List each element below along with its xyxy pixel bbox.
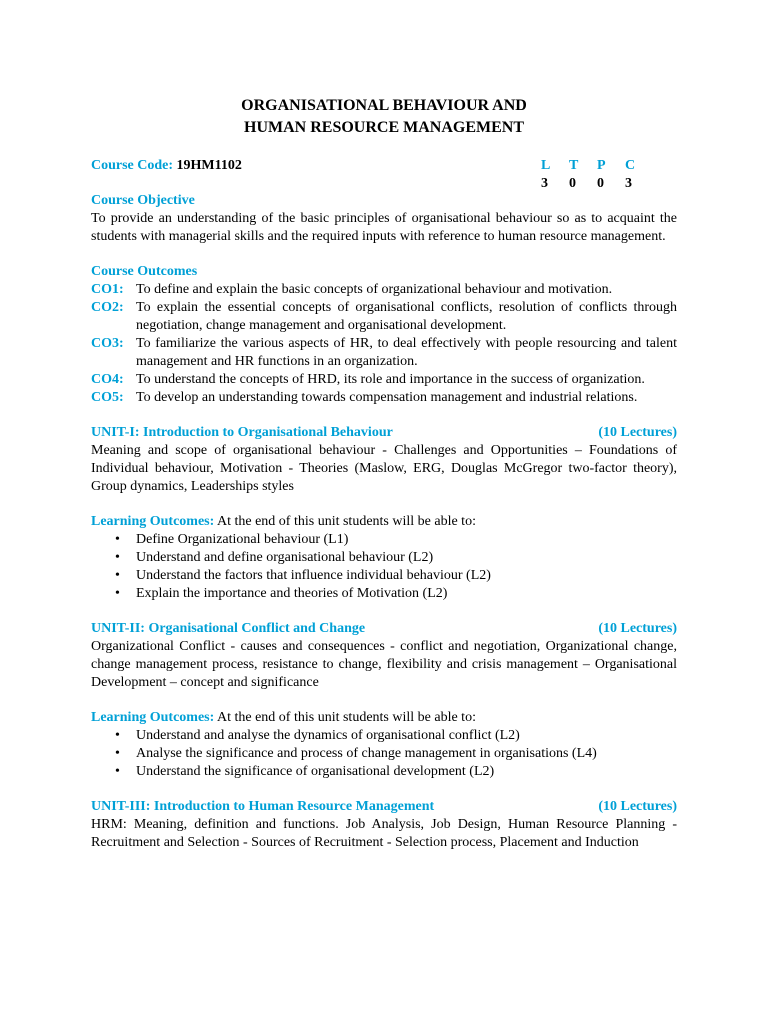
unit-title: UNIT-I: Introduction to Organisational Behaviour xyxy=(91,425,393,440)
unit-lectures: (10 Lectures) xyxy=(598,799,677,814)
unit-description: HRM: Meaning, definition and functions. Job Analysis, Job Design, Human Resource Planning - Recruitment and Selection - Sources of Recruitment - Selection process, Placement and Induction xyxy=(91,817,677,850)
unit-description: Organizational Conflict - causes and consequences - conflict and negotiation, Organizational change, change management process, resistance to change, flexibility and crisis management – Organisational Development – concept and significance xyxy=(91,639,677,690)
course-title-line1: ORGANISATIONAL BEHAVIOUR AND xyxy=(241,97,527,114)
learning-outcomes-intro xyxy=(91,513,677,531)
unit-2-heading xyxy=(91,620,677,638)
course-outcome-item xyxy=(91,281,677,299)
list-item-text: Understand the factors that influence individual behaviour (L2) xyxy=(136,568,491,583)
learning-outcomes-list xyxy=(91,727,677,781)
course-outcome-item xyxy=(91,335,677,371)
list-item xyxy=(91,549,677,567)
course-outcome-text: To familiarize the various aspects of HR, to deal effectively with people resourcing and talent management and HR functions in an organization. xyxy=(136,336,677,369)
unit-lectures: (10 Lectures) xyxy=(598,425,677,440)
course-outcome-label: CO3: xyxy=(91,336,124,351)
course-outcome-text: To define and explain the basic concepts of organizational behaviour and motivation. xyxy=(136,282,613,297)
list-item xyxy=(91,585,677,603)
unit-description: Meaning and scope of organisational behaviour - Challenges and Opportunities – Foundations of Individual behaviour, Motivation - Theories (Maslow, ERG, Douglas McGregor two-factor theory), Group dynamics, Leaderships styles xyxy=(91,443,677,494)
unit-lectures: (10 Lectures) xyxy=(598,621,677,636)
learning-outcomes-label: Learning Outcomes: xyxy=(91,710,215,725)
course-outcome-text: To develop an understanding towards compensation management and industrial relations. xyxy=(136,390,638,405)
course-outcome-item xyxy=(91,371,677,389)
ltpc-header-c: C xyxy=(625,158,636,173)
ltpc-header-p: P xyxy=(597,158,606,173)
learning-outcomes-text: At the end of this unit students will be able to: xyxy=(214,710,476,725)
course-body xyxy=(91,192,677,852)
bullet-icon: • xyxy=(115,746,120,761)
course-outcome-label: CO5: xyxy=(91,390,124,405)
ltpc-header-t: T xyxy=(569,158,579,173)
course-outcome-item xyxy=(91,389,677,407)
ltpc-value-c: 3 xyxy=(625,176,632,191)
unit-1-heading xyxy=(91,424,677,442)
list-item-text: Understand the significance of organisational development (L2) xyxy=(136,764,495,779)
course-code-value: 19HM1102 xyxy=(176,158,242,173)
bullet-icon: • xyxy=(115,728,120,743)
outcomes-heading: Course Outcomes xyxy=(91,264,198,279)
learning-outcomes-text: At the end of this unit students will be able to: xyxy=(214,514,476,529)
bullet-icon: • xyxy=(115,532,120,547)
learning-outcomes-list xyxy=(91,531,677,603)
learning-outcomes-label: Learning Outcomes: xyxy=(91,514,215,529)
course-code xyxy=(91,157,242,175)
ltpc-value-p: 0 xyxy=(597,176,604,191)
list-item-text: Analyse the significance and process of change management in organisations (L4) xyxy=(136,746,597,761)
course-code-label: Course Code: xyxy=(91,158,174,173)
list-item xyxy=(91,727,677,745)
objective-heading: Course Objective xyxy=(91,193,195,208)
bullet-icon: • xyxy=(115,764,120,779)
course-outcome-label: CO1: xyxy=(91,282,124,297)
bullet-icon: • xyxy=(115,568,120,583)
list-item-text: Understand and define organisational behaviour (L2) xyxy=(136,550,434,565)
list-item-text: Understand and analyse the dynamics of organisational conflict (L2) xyxy=(136,728,520,743)
list-item xyxy=(91,567,677,585)
bullet-icon: • xyxy=(115,550,120,565)
course-outcome-label: CO4: xyxy=(91,372,124,387)
list-item xyxy=(91,531,677,549)
learning-outcomes-intro xyxy=(91,709,677,727)
ltpc-header-l: L xyxy=(541,158,551,173)
list-item-text: Define Organizational behaviour (L1) xyxy=(136,532,349,547)
unit-title: UNIT-III: Introduction to Human Resource Management xyxy=(91,799,435,814)
ltpc-values xyxy=(541,175,653,193)
list-item xyxy=(91,763,677,781)
course-outcome-text: To explain the essential concepts of organisational conflicts, resolution of conflicts through negotiation, change management and organisational development. xyxy=(136,300,677,333)
course-title-line2: HUMAN RESOURCE MANAGEMENT xyxy=(244,119,524,136)
course-outcome-text: To understand the concepts of HRD, its role and importance in the success of organization. xyxy=(136,372,645,387)
ltpc-value-t: 0 xyxy=(569,176,576,191)
unit-title: UNIT-II: Organisational Conflict and Change xyxy=(91,621,366,636)
course-outcome-item xyxy=(91,299,677,335)
objective-text: To provide an understanding of the basic principles of organisational behaviour so as to acquaint the students with managerial skills and the required inputs with reference to human resource management. xyxy=(91,211,677,244)
ltpc-value-l: 3 xyxy=(541,176,548,191)
bullet-icon: • xyxy=(115,586,120,601)
list-item xyxy=(91,745,677,763)
unit-3-heading xyxy=(91,798,677,816)
ltpc-headers xyxy=(541,157,653,175)
course-outcome-label: CO2: xyxy=(91,300,124,315)
list-item-text: Explain the importance and theories of Motivation (L2) xyxy=(136,586,448,601)
